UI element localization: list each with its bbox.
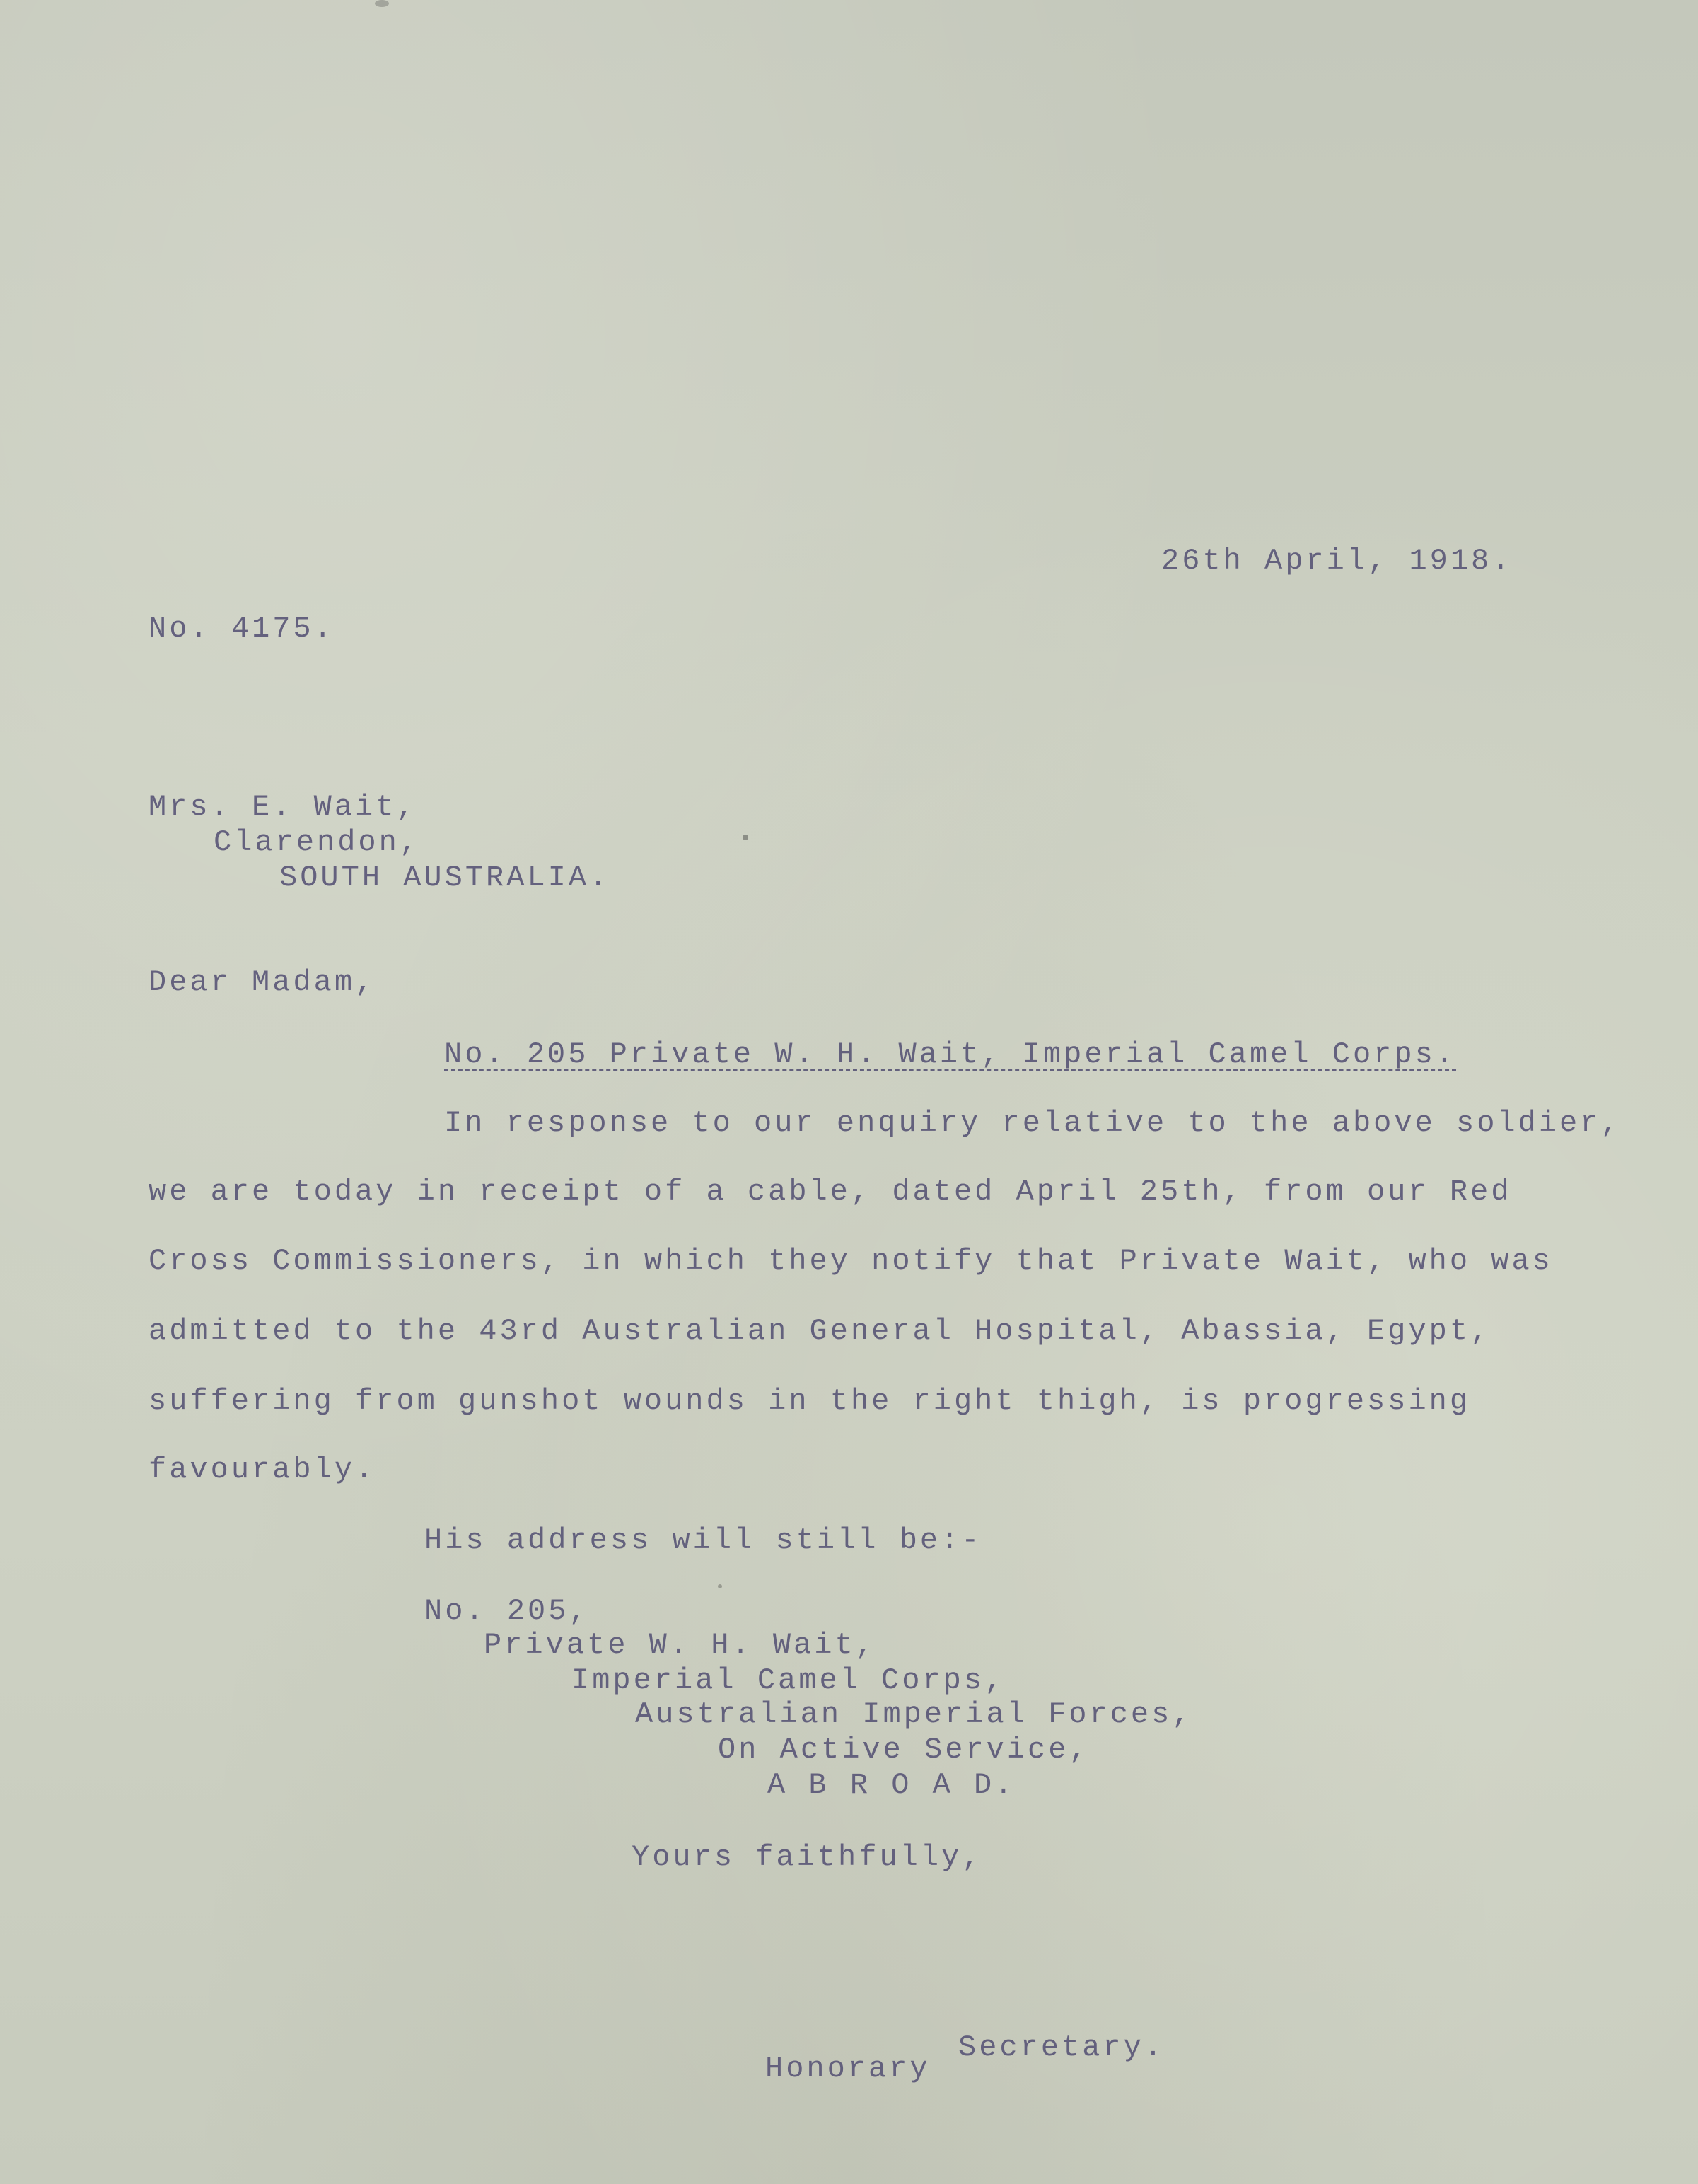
paper-stain (375, 0, 389, 7)
recipient-name: Mrs. E. Wait, (149, 790, 417, 824)
address-line: Imperial Camel Corps, (571, 1663, 1006, 1697)
letter-date: 26th April, 1918. (1161, 544, 1513, 578)
signature-title-secretary: Secretary. (958, 2031, 1165, 2064)
address-line: No. 205, (424, 1594, 590, 1628)
body-line: favourably. (149, 1453, 376, 1487)
body-line: Cross Commissioners, in which they notify that Private Wait, who was (149, 1244, 1553, 1278)
address-intro: His address will still be:- (424, 1523, 982, 1557)
reference-number: No. 4175. (149, 612, 335, 646)
paper-stain (743, 835, 748, 840)
body-line: admitted to the 43rd Australian General Hospital, Abassia, Egypt, (149, 1314, 1491, 1348)
recipient-state: SOUTH AUSTRALIA. (279, 861, 610, 895)
subject-line: No. 205 Private W. H. Wait, Imperial Camel Corps. (444, 1038, 1457, 1071)
recipient-town: Clarendon, (214, 825, 421, 859)
body-line: we are today in receipt of a cable, dated April 25th, from our Red (149, 1175, 1512, 1209)
address-line: A B R O A D. (767, 1768, 1016, 1802)
closing: Yours faithfully, (632, 1840, 983, 1874)
body-line: In response to our enquiry relative to the above soldier, (444, 1106, 1622, 1140)
address-line: On Active Service, (718, 1733, 1090, 1767)
signature-title-honorary: Honorary (765, 2052, 931, 2086)
address-line: Australian Imperial Forces, (635, 1697, 1193, 1731)
salutation: Dear Madam, (149, 965, 376, 999)
paper-stain (718, 1584, 722, 1588)
address-line: Private W. H. Wait, (484, 1628, 876, 1662)
body-line: suffering from gunshot wounds in the right thigh, is progressing (149, 1384, 1471, 1418)
